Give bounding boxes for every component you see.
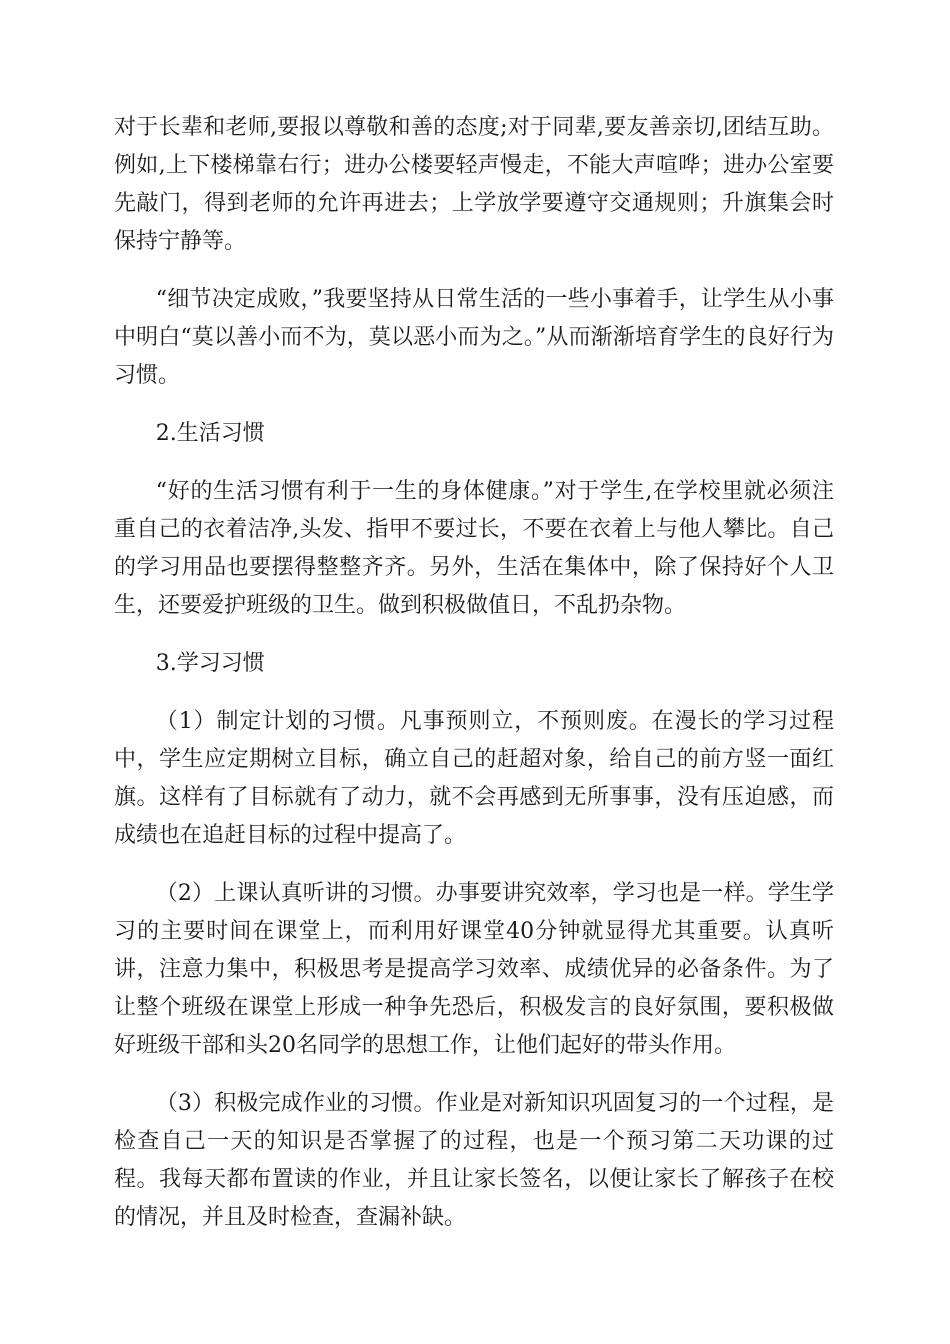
paragraph-homework-habit: （3）积极完成作业的习惯。作业是对新知识巩固复习的一个过程，是检查自己一天的知识是否掌握了的过程，也是一个预习第二天功课的过程。我每天都布置读的作业，并且让家长签名，以便让家长了解孩子在校的情况，并且及时检查，查漏补缺。 <box>114 1091 834 1230</box>
heading-life-habits: 2.生活习惯 <box>155 421 265 446</box>
document-body <box>114 109 834 1257</box>
heading-study-habits: 3.学习习惯 <box>155 651 265 676</box>
paragraph-life-habits: “好的生活习惯有利于一生的身体健康。”对于学生,在学校里就必须注重自己的衣着洁净,头发、指甲不要过长，不要在衣着上与他人攀比。自己的学习用品也要摆得整整齐齐。另外，生活在集体中，除了保持好个人卫生，还要爱护班级的卫生。做到积极做值日，不乱扔杂物。 <box>114 479 834 618</box>
paragraph-respect-elders: 对于长辈和老师,要报以尊敬和善的态度;对于同辈,要友善亲切,团结互助。例如,上下楼梯靠右行；进办公楼要轻声慢走，不能大声喧哗；进办公室要先敲门，得到老师的允许再进去；上学放学要遵守交通规则；升旗集会时保持宁静等。 <box>114 115 834 254</box>
paragraph-planning-habit: （1）制定计划的习惯。凡事预则立，不预则废。在漫长的学习过程中，学生应定期树立目标，确立自己的赶超对象，给自己的前方竖一面红旗。这样有了目标就有了动力，就不会再感到无所事事，没有压迫感，而成绩也在追赶目标的过程中提高了。 <box>114 709 834 848</box>
paragraph-listening-habit: （2）上课认真听讲的习惯。办事要讲究效率，学习也是一样。学生学习的主要时间在课堂上，而利用好课堂40分钟就显得尤其重要。认真听讲，注意力集中，积极思考是提高学习效率、成绩优异的必备条件。为了让整个班级在课堂上形成一种争先恐后，积极发言的良好氛围，要积极做好班级干部和头20名同学的思想工作，让他们起好的带头作用。 <box>114 881 834 1058</box>
paragraph-details-matter: “细节决定成败，”我要坚持从日常生活的一些小事着手，让学生从小事中明白“莫以善小而不为，莫以恶小而为之。”从而渐渐培育学生的良好行为习惯。 <box>114 287 834 388</box>
